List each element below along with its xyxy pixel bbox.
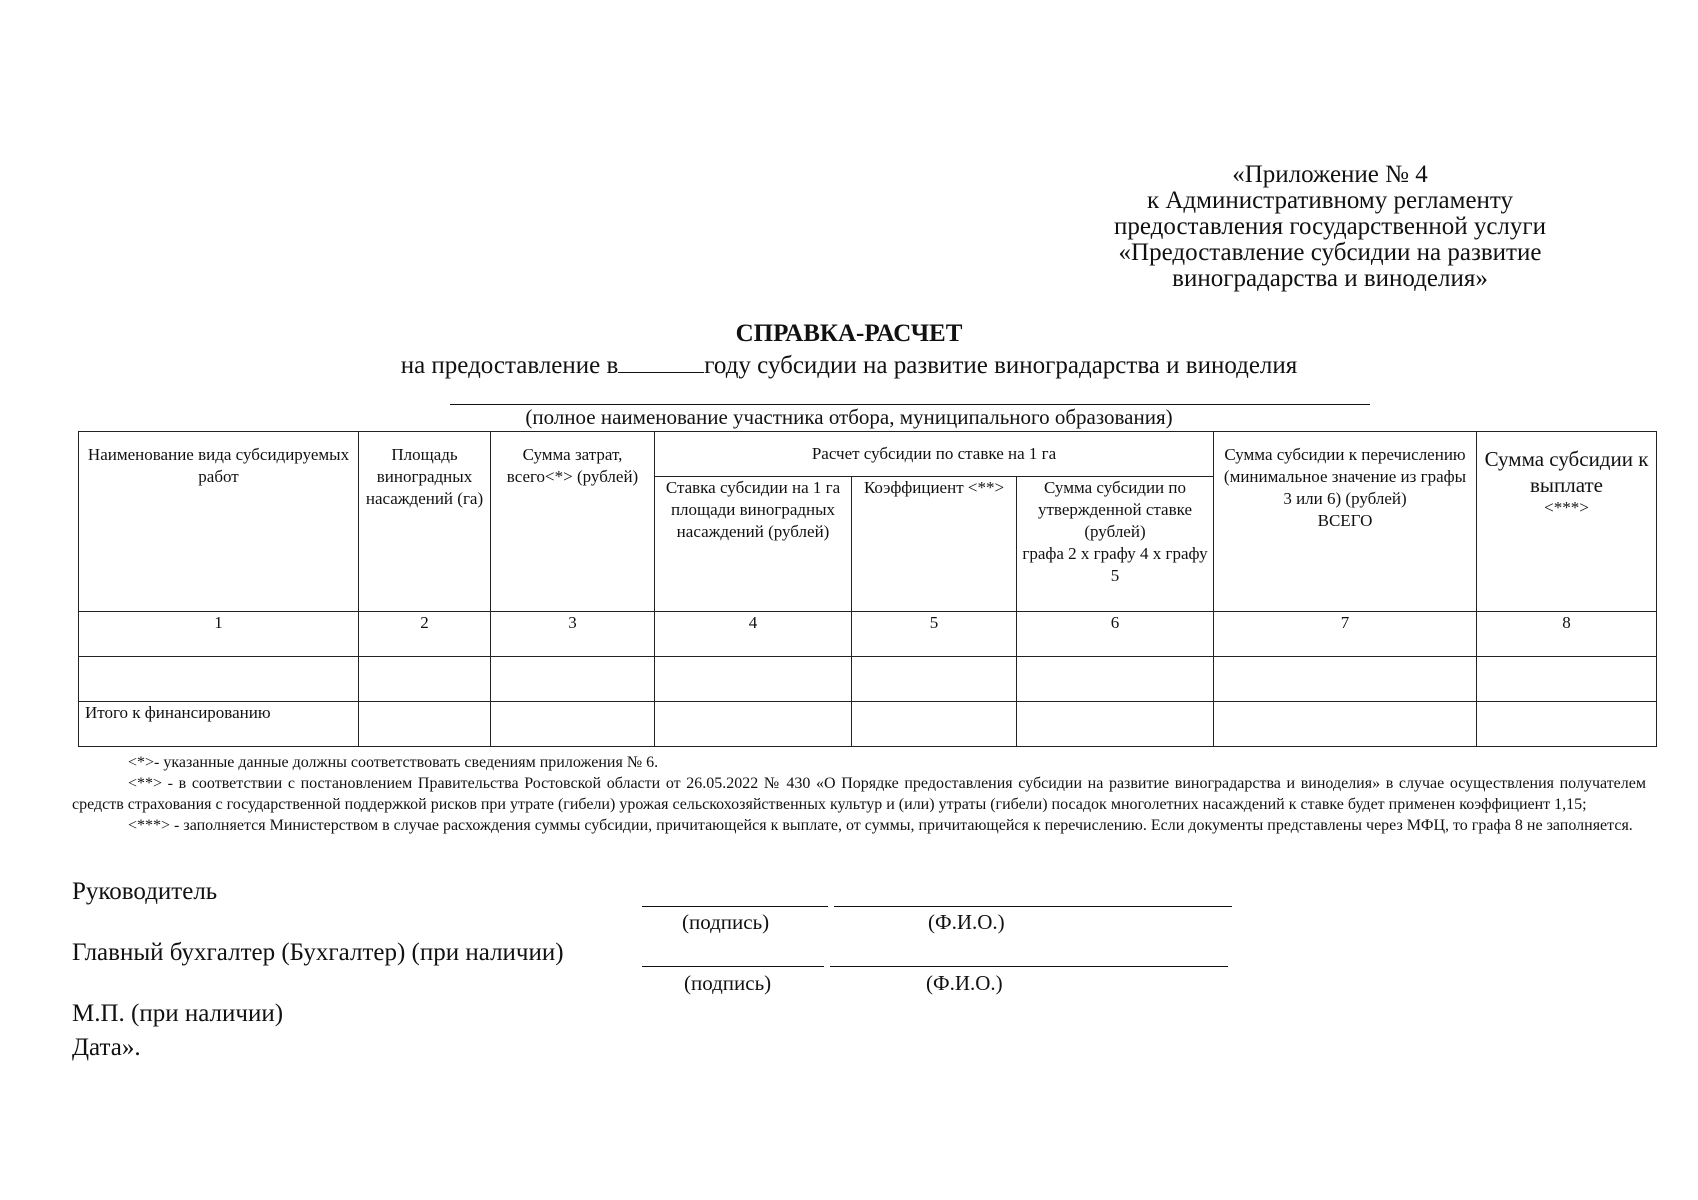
appendix-line: к Административному регламенту <box>1146 187 1514 214</box>
column-number: 8 <box>1477 612 1657 657</box>
head-name-line[interactable] <box>834 906 1232 907</box>
table-cell[interactable] <box>852 657 1017 702</box>
table-cell[interactable] <box>1017 702 1214 747</box>
column-number: 6 <box>1017 612 1214 657</box>
table-cell[interactable] <box>359 657 491 702</box>
table-cell[interactable] <box>1214 657 1477 702</box>
accountant-name-caption: (Ф.И.О.) <box>926 971 1003 995</box>
table-cell[interactable] <box>1477 657 1657 702</box>
footnotes <box>72 752 1646 836</box>
column-number: 5 <box>852 612 1017 657</box>
table-cell[interactable] <box>79 657 359 702</box>
subtitle-before: на предоставление в <box>400 352 619 379</box>
accountant-name-line[interactable] <box>830 966 1228 967</box>
calculation-table <box>78 431 1657 747</box>
head-name-caption: (Ф.И.О.) <box>928 910 1005 934</box>
appendix-line: виноградарства и виноделия» <box>1172 265 1488 292</box>
table-cell[interactable] <box>655 702 852 747</box>
header-approved-formula: графа 2 х графу 4 х графу 5 <box>1022 544 1208 585</box>
appendix-line: предоставления государственной услуги <box>1113 213 1547 240</box>
footnote: <***> - заполняется Министерством в случае расхождения суммы субсидии, причитающейся к выплате, от суммы, причитающейся к перечислению. Если документы представлены через МФЦ, то графа 8 не заполняется. <box>128 817 1633 834</box>
total-label: Итого к финансированию <box>79 702 359 747</box>
stamp-label: М.П. (при наличии) <box>72 1000 284 1027</box>
table-cell[interactable] <box>491 702 655 747</box>
table-cell[interactable] <box>491 657 655 702</box>
year-blank-field[interactable] <box>618 352 704 373</box>
header-approved-amount <box>1017 477 1214 612</box>
footnote: <**> - в соответствии с постановлением Правительства Ростовской области от 26.05.2022 № 430 «О Порядке предоставления субсидии на развитие виноградарства и виноделия» в случае осуществления получателем средств страхования с государственной поддержкой рисков при утрате (гибели) урожая сельскохозяйственных культур и (или) утраты (гибели) посадок многолетних насаждений к ставке будет применен коэффициент 1,15; <box>72 775 1646 813</box>
date-label: Дата». <box>72 1034 141 1061</box>
appendix-line: «Приложение № 4 <box>1232 161 1428 188</box>
header-rate: Ставка субсидии на 1 га площади виноградных насаждений (рублей) <box>655 477 852 612</box>
table-cell[interactable] <box>359 702 491 747</box>
column-number: 2 <box>359 612 491 657</box>
column-number: 7 <box>1214 612 1477 657</box>
header-coefficient: Коэффициент <**> <box>852 477 1017 612</box>
chief-accountant-label: Главный бухгалтер (Бухгалтер) (при наличии) <box>72 939 564 966</box>
header-row <box>79 432 1657 477</box>
accountant-signature-line[interactable] <box>642 966 824 967</box>
accountant-signature-caption: (подпись) <box>684 971 772 995</box>
appendix-line: «Предоставление субсидии на развитие <box>1118 239 1542 266</box>
subtitle-after: году субсидии на развитие виноградарства и виноделия <box>704 352 1298 379</box>
table-cell[interactable] <box>1214 702 1477 747</box>
header-payout-amount-text: Сумма субсидии к выплате <box>1484 447 1649 497</box>
header-payout-amount <box>1477 432 1657 612</box>
data-row <box>79 657 1657 702</box>
table-cell[interactable] <box>1477 702 1657 747</box>
column-number-row <box>79 612 1657 657</box>
head-signature-caption: (подпись) <box>682 910 770 934</box>
header-approved-amount-text: Сумма субсидии по утвержденной ставке (рублей) <box>1037 478 1193 541</box>
header-payout-note-mark: <***> <box>1544 498 1589 517</box>
participant-caption: (полное наименование участника отбора, муниципального образования) <box>525 405 1173 429</box>
appendix-heading <box>1060 162 1600 292</box>
document-title: СПРАВКА-РАСЧЕТ <box>735 320 963 347</box>
head-label: Руководитель <box>72 878 218 905</box>
header-transfer-amount <box>1214 432 1477 612</box>
header-costs: Сумма затрат, всего<*> (рублей) <box>491 432 655 612</box>
header-rate-calculation: Расчет субсидии по ставке на 1 га <box>655 432 1214 477</box>
head-signature-line[interactable] <box>642 906 828 907</box>
column-number: 1 <box>79 612 359 657</box>
column-number: 4 <box>655 612 852 657</box>
table-cell[interactable] <box>852 702 1017 747</box>
column-number: 3 <box>491 612 655 657</box>
table-cell[interactable] <box>655 657 852 702</box>
table-cell[interactable] <box>1017 657 1214 702</box>
total-row <box>79 702 1657 747</box>
header-work-type: Наименование вида субсидируемых работ <box>79 432 359 612</box>
header-transfer-total: ВСЕГО <box>1317 511 1373 530</box>
footnote: <*>- указанные данные должны соответствовать сведениям приложения № 6. <box>128 754 659 771</box>
header-area: Площадь виноградных насаждений (га) <box>359 432 491 612</box>
header-transfer-amount-text: Сумма субсидии к перечислению (минимальное значение из графы 3 или 6) (рублей) <box>1223 445 1467 508</box>
document-subtitle <box>0 352 1698 380</box>
